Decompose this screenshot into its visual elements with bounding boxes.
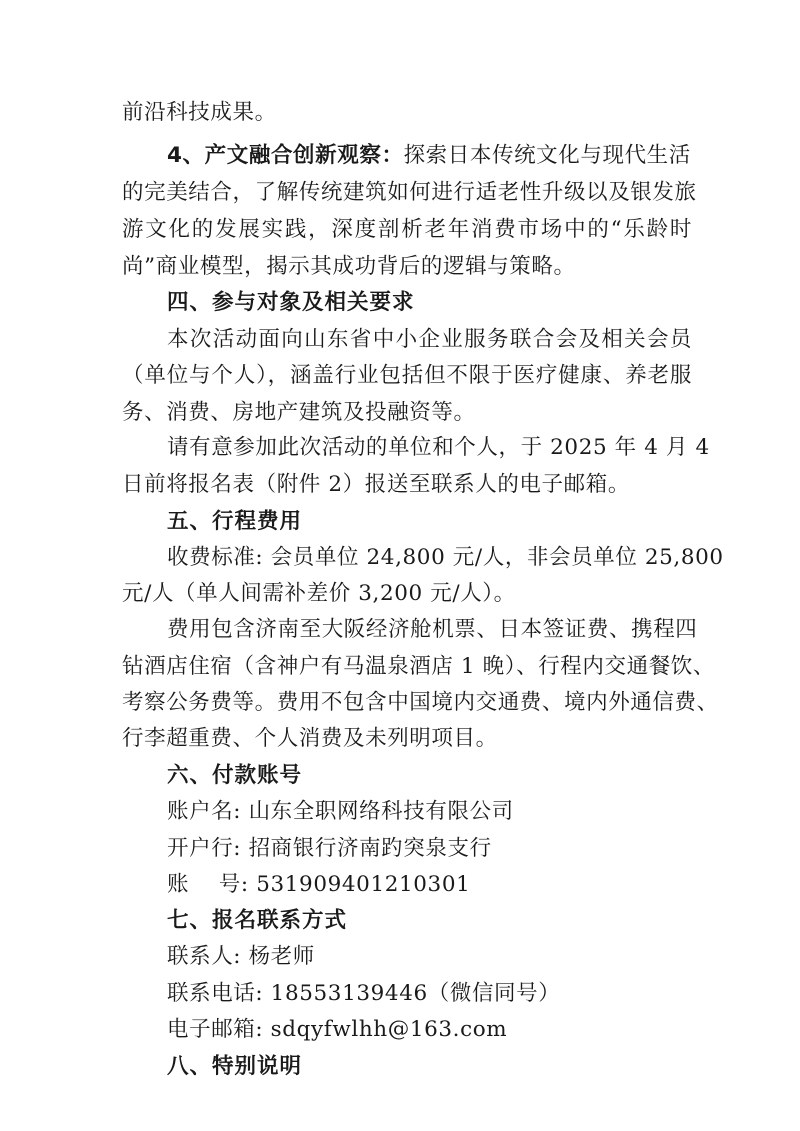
contact-phone: 联系电话: 18553139446（微信同号） (167, 981, 561, 1006)
paragraph-line: 尚”商业模型，揭示其成功背后的逻辑与策略。 (122, 254, 576, 279)
paragraph-line: 本次活动面向山东省中小企业服务联合会及相关会员 (167, 327, 692, 352)
paragraph-line: 前沿科技成果。 (122, 100, 277, 125)
paragraph-line: 务、消费、房地产建筑及投融资等。 (122, 400, 476, 425)
paragraph-line: 游文化的发展实践，深度剖析老年消费市场中的“乐龄时 (122, 217, 692, 242)
paragraph-line: 的完美结合，了解传统建筑如何进行适老性升级以及银发旅 (122, 180, 697, 205)
paragraph-line: 元/人（单人间需补差价 3,200 元/人）。 (122, 581, 516, 606)
account-number: 账 号: 531909401210301 (167, 872, 471, 897)
paragraph-line: 费用包含济南至大阪经济舱机票、日本签证费、携程四 (167, 617, 698, 642)
paragraph-line (167, 141, 692, 171)
item-text: 探索日本传统文化与现代生活 (403, 143, 691, 168)
contact-email: 电子邮箱: sdqyfwlhh@163.com (167, 1017, 508, 1042)
paragraph-line: 考察公务费等。费用不包含中国境内交通费、境内外通信费、 (122, 690, 719, 715)
paragraph-line: 请有意参加此次活动的单位和个人，于 2025 年 4 月 4 (167, 435, 710, 460)
paragraph-line: 钻酒店住宿（含神户有马温泉酒店 1 晚）、行程内交通餐饮、 (122, 654, 715, 679)
account-bank: 开户行: 招商银行济南趵突泉支行 (167, 836, 492, 861)
section-heading: 六、付款账号 (167, 763, 303, 788)
item-label: 4、产文融合创新观察： (167, 143, 404, 168)
contact-person: 联系人: 杨老师 (167, 944, 315, 969)
account-name: 账户名: 山东全职网络科技有限公司 (167, 799, 514, 824)
section-heading: 七、报名联系方式 (167, 908, 348, 933)
section-heading: 五、行程费用 (167, 509, 303, 534)
paragraph-line: 收费标准: 会员单位 24,800 元/人，非会员单位 25,800 (167, 545, 724, 570)
paragraph-line: 日前将报名表（附件 2）报送至联系人的电子邮箱。 (122, 472, 630, 497)
section-heading: 四、参与对象及相关要求 (167, 290, 415, 315)
section-heading: 八、特别说明 (167, 1054, 303, 1079)
paragraph-line: （单位与个人），涵盖行业包括但不限于医疗健康、养老服 (122, 363, 692, 388)
paragraph-line: 行李超重费、个人消费及未列明项目。 (122, 726, 498, 751)
